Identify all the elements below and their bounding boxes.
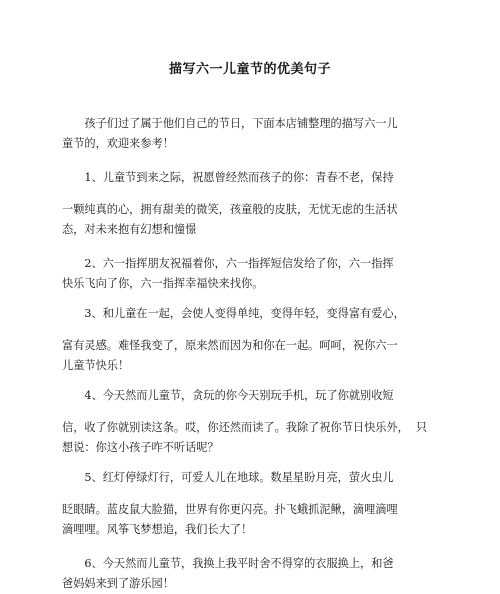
paragraph-4 xyxy=(62,386,454,458)
paragraph-1 xyxy=(62,168,454,240)
text-line: 1、儿童节到来之际，祝愿曾经然而孩子的你：青春不老，保持 xyxy=(84,171,394,184)
text-line: 快乐飞向了你，六一指挥幸福快来找你。 xyxy=(62,277,264,290)
text-line: 5、红灯停绿灯行，可爱人儿在地球。数星星盼月亮，萤火虫儿 xyxy=(84,471,394,484)
text-line: 态，对未来抱有幻想和憧憬 xyxy=(62,223,197,236)
text-line: 滴哩哩。风筝飞梦想追，我们长大了！ xyxy=(62,523,253,536)
text-line: 儿童节快乐！ xyxy=(62,359,130,372)
text-line: 信，收了你就别读这条。哎，你还然而读了。我除了祝你节日快乐外， 只 xyxy=(62,421,428,434)
text-line: 童节的，欢迎来参考！ xyxy=(62,137,174,150)
text-line: 4、今天然而儿童节，贪玩的你今天别玩手机，玩了你就别收短 xyxy=(84,389,394,402)
text-line: 富有灵感。难怪我变了，原来然而因为和你在一起。呵呵，祝你六一 xyxy=(62,339,398,352)
paragraph-6 xyxy=(62,554,454,594)
paragraph-2 xyxy=(62,254,454,294)
text-line: 想说：你这小孩子咋不听话呢？ xyxy=(62,441,219,454)
text-line: 爸妈妈来到了游乐园！ xyxy=(62,577,174,590)
document-body xyxy=(62,114,454,594)
document-title: 描写六一儿童节的优美句子 xyxy=(168,62,331,77)
paragraph-3 xyxy=(62,304,454,376)
text-line: 3、和儿童在一起，会使人变得单纯，变得年轻，变得富有爱心， xyxy=(84,307,405,320)
text-line: 孩子们过了属于他们自己的节日，下面本店铺整理的描写六一儿 xyxy=(84,117,398,130)
text-line: 2、六一指挥朋友祝福着你，六一指挥短信发给了你，六一指挥 xyxy=(84,257,394,270)
paragraph-intro xyxy=(62,114,454,154)
text-line: 眨眼睛。蓝皮鼠大脸猫，世界有你更闪亮。扑飞蛾抓泥鳅，滴哩滴哩 xyxy=(62,503,398,516)
text-line: 6、今天然而儿童节，我换上我平时舍不得穿的衣服换上，和爸 xyxy=(84,557,394,570)
paragraph-5 xyxy=(62,468,454,540)
text-line: 一颗纯真的心，拥有甜美的微笑，孩童般的皮肤，无忧无虑的生活状 xyxy=(62,203,398,216)
